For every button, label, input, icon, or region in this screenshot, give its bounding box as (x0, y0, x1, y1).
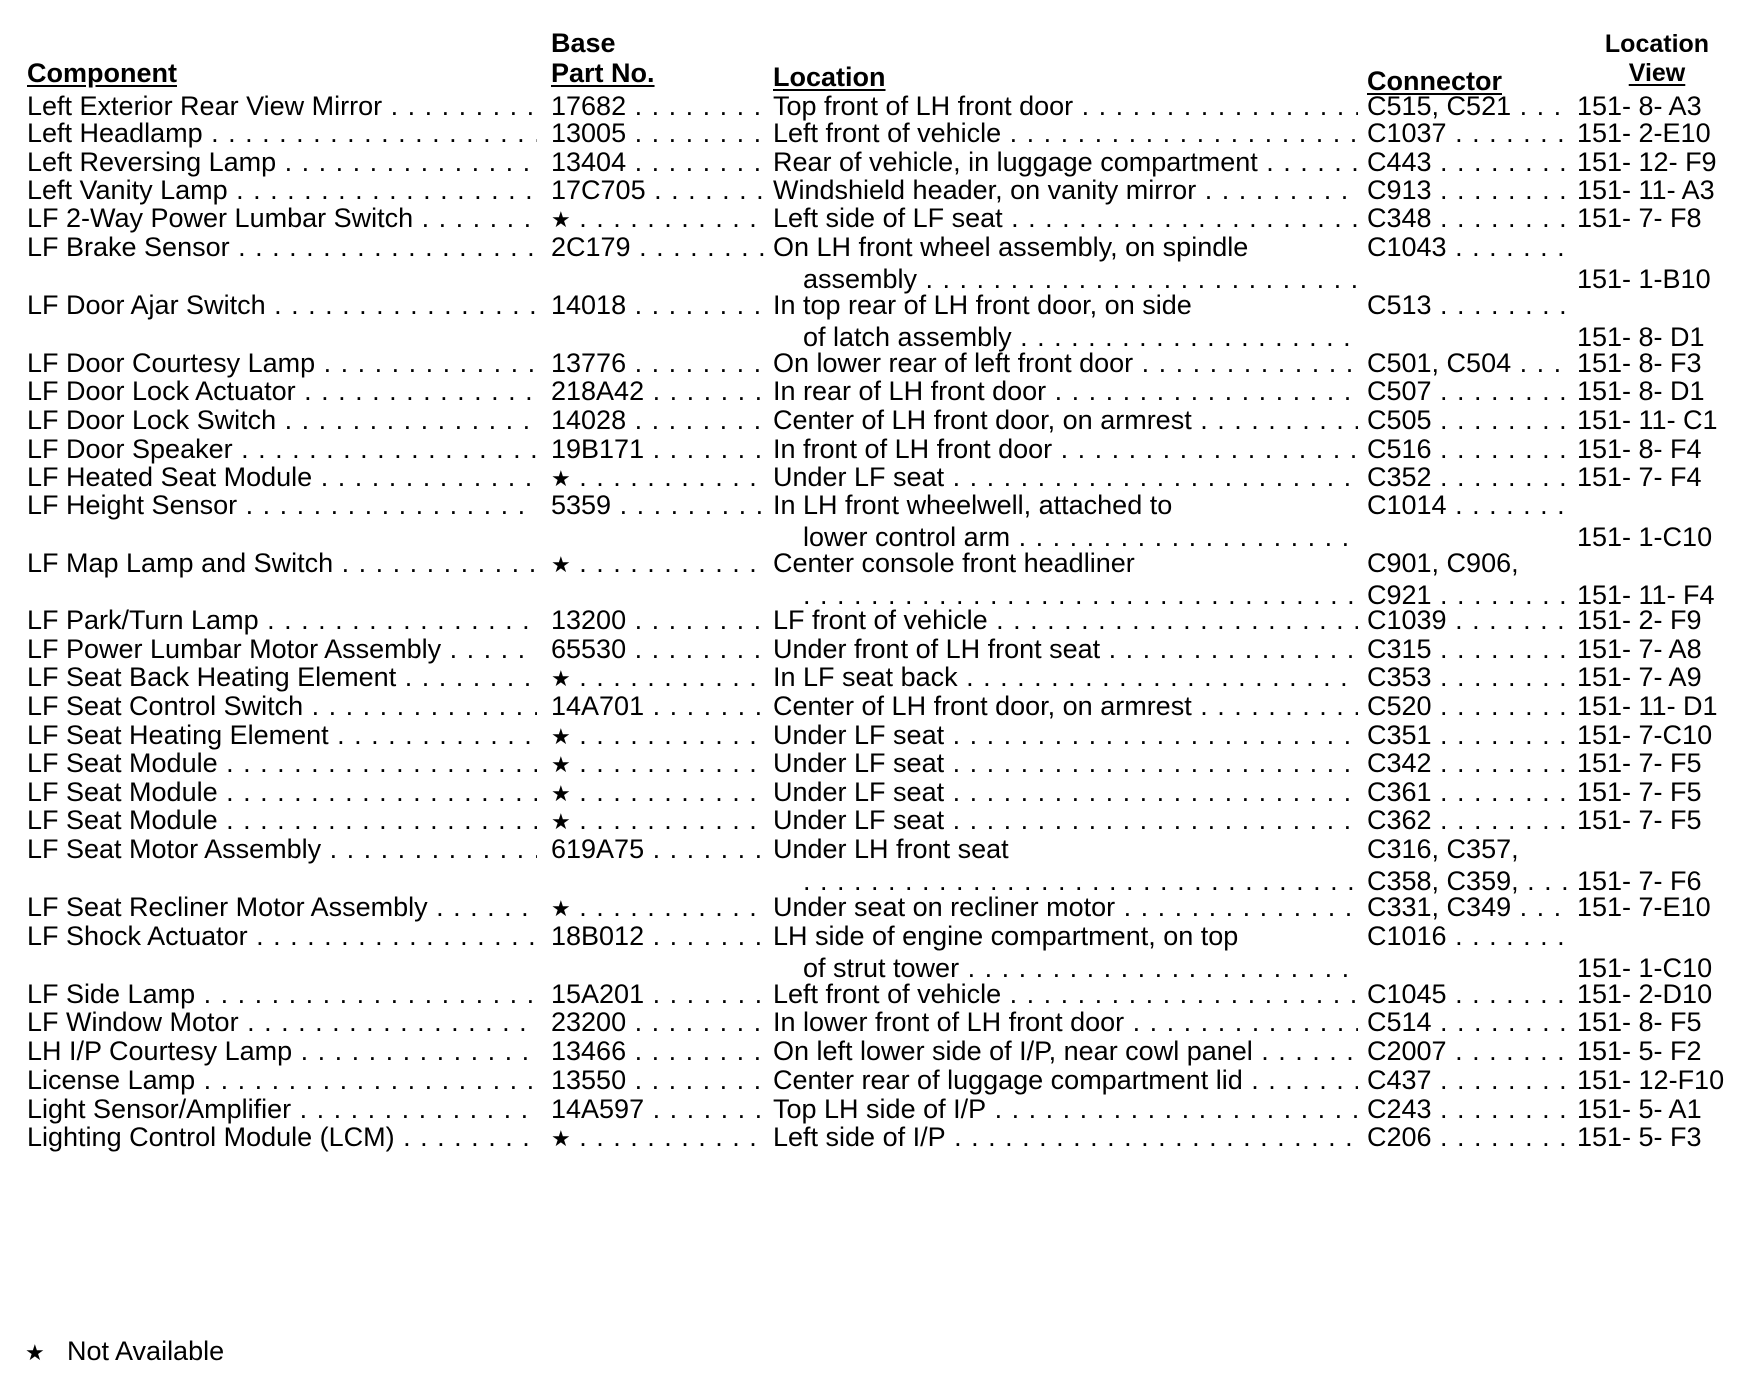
connector-line1: C1037 (1367, 118, 1447, 148)
component-name (27, 661, 537, 693)
location (773, 1035, 1358, 1067)
component-name-text: LF Window Motor (27, 1007, 239, 1037)
component-name-text: LF Door Lock Actuator (27, 376, 296, 406)
location-line1: Rear of vehicle, in luggage compartment (773, 147, 1258, 177)
location-view (1577, 1006, 1742, 1038)
component-name-text: LF Brake Sensor (27, 232, 230, 262)
location-view (1577, 202, 1742, 234)
connector (1367, 833, 1567, 897)
location-view-text: 151- 7- F6 (1577, 866, 1702, 896)
table-row (0, 920, 1756, 984)
location-line1: Top LH side of I/P (773, 1094, 987, 1124)
location-line1: Left front of vehicle (773, 118, 1002, 148)
connector-line1: C437 (1367, 1065, 1432, 1095)
part-no-text: ★ (551, 724, 571, 749)
location-line1: On left lower side of I/P, near cowl panel (773, 1036, 1253, 1066)
location-view (1577, 833, 1742, 897)
part-no-text: ★ (551, 666, 571, 691)
location-view-text: 151- 8- F3 (1577, 348, 1702, 378)
connector (1367, 891, 1567, 923)
part-no-text: 13550 (551, 1065, 627, 1095)
connector (1367, 804, 1567, 836)
component-name-text: LF Seat Module (27, 748, 218, 778)
connector-line1: C516 (1367, 434, 1432, 464)
location-line1: On LH front wheel assembly, on spindle (773, 232, 1249, 262)
part-no-text: 19B171 (551, 434, 645, 464)
part-no-text: 17682 (551, 91, 627, 121)
location-view-text: 151- 5- F3 (1577, 1122, 1702, 1152)
location-view-text: 151- 2- F9 (1577, 605, 1702, 635)
part-no-text: 5359 (551, 490, 612, 520)
location-line1: Windshield header, on vanity mirror (773, 175, 1197, 205)
location-view-text: 151- 8- A3 (1577, 91, 1702, 121)
connector-line2: C1016 (1367, 921, 1447, 951)
connector (1367, 289, 1567, 321)
component-name (27, 1121, 537, 1153)
connector (1367, 404, 1567, 436)
connector-line1: C505 (1367, 405, 1432, 435)
location-view-text: 151- 2-E10 (1577, 118, 1711, 148)
component-name (27, 1064, 537, 1096)
component-name (27, 747, 537, 779)
component-name-text: LF Power Lumbar Motor Assembly (27, 634, 442, 664)
location-line1: Under LF seat (773, 748, 945, 778)
component-name-text: LF Door Speaker (27, 434, 233, 464)
location (773, 547, 1358, 611)
location-view-text: 151- 8- D1 (1577, 376, 1705, 406)
component-name-text: LF Door Courtesy Lamp (27, 348, 316, 378)
component-name-text: LF Seat Heating Element (27, 720, 329, 750)
part-no-text: 14018 (551, 290, 627, 320)
connector (1367, 747, 1567, 779)
location-line1: Center of LH front door, on armrest (773, 691, 1192, 721)
component-name-text: License Lamp (27, 1065, 196, 1095)
connector-line1: C515, C521 (1367, 91, 1512, 121)
connector-line1: C316, C357, (1367, 834, 1519, 864)
connector-line1: C1039 (1367, 605, 1447, 635)
connector (1367, 202, 1567, 234)
base-part-no (551, 547, 765, 581)
component-name (27, 289, 537, 321)
location-view-text: 151- 7- F5 (1577, 748, 1702, 778)
base-part-no (551, 375, 765, 407)
location-view (1577, 1121, 1742, 1153)
location-line1: In front of LH front door (773, 434, 1053, 464)
base-part-no (551, 1064, 765, 1096)
base-part-no (551, 1035, 765, 1067)
location-view-text: 151- 7-E10 (1577, 892, 1711, 922)
connector-line1: C443 (1367, 147, 1432, 177)
connector (1367, 920, 1567, 952)
component-name-text: LF Seat Back Heating Element (27, 662, 397, 692)
part-no-text: 14A597 (551, 1094, 645, 1124)
location-line1: Under LF seat (773, 720, 945, 750)
location-view (1577, 920, 1742, 984)
location-view-text: 151- 1-C10 (1577, 522, 1713, 552)
location-view-text: 151- 1-C10 (1577, 953, 1713, 983)
component-name-text: LF Map Lamp and Switch (27, 548, 334, 578)
part-no-text: 17C705 (551, 175, 646, 205)
table-row (0, 289, 1756, 353)
location-view (1577, 489, 1742, 553)
location-view (1577, 404, 1742, 436)
component-name-text: LF Seat Recliner Motor Assembly (27, 892, 428, 922)
location-line1: In top rear of LH front door, on side (773, 290, 1192, 320)
table-row (0, 489, 1756, 553)
part-no-text: 2C179 (551, 232, 631, 262)
location-line1: Under LF seat (773, 805, 945, 835)
connector (1367, 231, 1567, 263)
location (773, 489, 1358, 553)
location-view-text: 151- 11- F4 (1577, 580, 1715, 610)
location (773, 690, 1358, 722)
component-name-text: Left Vanity Lamp (27, 175, 228, 205)
connector-line1: C331, C349 (1367, 892, 1512, 922)
base-part-no (551, 404, 765, 436)
location-line1: Top front of LH front door (773, 91, 1074, 121)
location (773, 891, 1358, 923)
component-name (27, 1035, 537, 1067)
part-no-text: ★ (551, 809, 571, 834)
component-name-text: LF Park/Turn Lamp (27, 605, 259, 635)
header-component-label: Component (27, 58, 177, 88)
location-view-text: 151- 11- C1 (1577, 405, 1718, 435)
connector-line1: C913 (1367, 175, 1432, 205)
location-view-text: 151- 7- F5 (1577, 805, 1702, 835)
connector (1367, 117, 1567, 149)
location-line2: of latch assembly (803, 322, 1012, 352)
part-no-text: ★ (551, 781, 571, 806)
connector-line1: C342 (1367, 748, 1432, 778)
location-view-text: 151- 7-C10 (1577, 720, 1713, 750)
component-name (27, 202, 537, 234)
part-no-text: ★ (551, 466, 571, 491)
connector-line1: C901, C906, (1367, 548, 1519, 578)
connector (1367, 375, 1567, 407)
location-line1: Under LH front seat (773, 834, 1009, 864)
location-line1: In rear of LH front door (773, 376, 1047, 406)
location-view-text: 151- 12-F10 (1577, 1065, 1725, 1095)
location-line2: of strut tower (803, 953, 960, 983)
component-name-text: LF Side Lamp (27, 979, 196, 1009)
component-name-text: Left Reversing Lamp (27, 147, 277, 177)
location-view-text: 151- 11- A3 (1577, 175, 1715, 205)
part-no-text: 23200 (551, 1007, 627, 1037)
footnote-text: Not Available (67, 1336, 225, 1366)
part-no-text: 13466 (551, 1036, 627, 1066)
location (773, 604, 1358, 636)
base-part-no (551, 289, 765, 321)
connector-line1: C520 (1367, 691, 1432, 721)
component-name (27, 604, 537, 636)
location-view (1577, 547, 1742, 611)
connector-line1: C348 (1367, 203, 1432, 233)
connector-line2: C921 (1367, 580, 1432, 610)
header-location-label: Location (773, 62, 886, 92)
connector (1367, 547, 1567, 611)
base-part-no (551, 920, 765, 952)
table-row (0, 1121, 1756, 1185)
location-view (1577, 661, 1742, 693)
location-view-text: 151- 2-D10 (1577, 979, 1713, 1009)
component-name-text: LF Seat Module (27, 777, 218, 807)
component-name-text: LF Seat Control Switch (27, 691, 304, 721)
connector (1367, 690, 1567, 722)
location-view-text: 151- 1-B10 (1577, 264, 1711, 294)
header-partno-line1: Base (551, 28, 616, 58)
component-name (27, 231, 537, 263)
header-view-line1: Location (1604, 30, 1710, 58)
location-line1: In LH front wheelwell, attached to (773, 490, 1173, 520)
location-line1: Under LF seat (773, 777, 945, 807)
part-no-text: 13200 (551, 605, 627, 635)
connector (1367, 661, 1567, 693)
location-line1: Left side of LF seat (773, 203, 1003, 233)
component-name-text: Left Exterior Rear View Mirror (27, 91, 383, 121)
part-no-text: 14A701 (551, 691, 645, 721)
connector-line1: C514 (1367, 1007, 1432, 1037)
part-no-text: 18B012 (551, 921, 645, 951)
header-connector-label: Connector (1367, 66, 1502, 96)
connector-line1: C353 (1367, 662, 1432, 692)
part-no-text: 13404 (551, 147, 627, 177)
connector-line1: C315 (1367, 634, 1432, 664)
connector (1367, 1064, 1567, 1096)
connector-line2: C513 (1367, 290, 1432, 320)
header-partno-line2: Part No. (551, 58, 655, 88)
part-no-text: ★ (551, 752, 571, 777)
location-view (1577, 604, 1742, 636)
base-part-no (551, 231, 765, 263)
location-view-text: 151- 11- D1 (1577, 691, 1718, 721)
location-view-text: 151- 7- F8 (1577, 203, 1702, 233)
location-view-text: 151- 8- F5 (1577, 1007, 1702, 1037)
location-view-text: 151- 7- F5 (1577, 777, 1702, 807)
star-icon: ★ (25, 1340, 45, 1365)
component-name-text: LF Height Sensor (27, 490, 238, 520)
location-line1: Center of LH front door, on armrest (773, 405, 1192, 435)
part-no-text: ★ (551, 207, 571, 232)
table-row (0, 231, 1756, 295)
location-view (1577, 1064, 1742, 1096)
location-line1: Center rear of luggage compartment lid (773, 1065, 1243, 1095)
base-part-no (551, 117, 765, 149)
component-name (27, 547, 537, 579)
base-part-no (551, 1006, 765, 1038)
location-view (1577, 117, 1742, 149)
part-no-text: ★ (551, 896, 571, 921)
location-view (1577, 804, 1742, 836)
part-no-text: 15A201 (551, 979, 645, 1009)
component-name (27, 690, 537, 722)
base-part-no (551, 690, 765, 722)
location (773, 1064, 1358, 1096)
base-part-no (551, 1121, 765, 1155)
connector (1367, 1121, 1567, 1153)
location-view-text: 151- 5- A1 (1577, 1094, 1702, 1124)
location-line2: assembly (803, 264, 918, 294)
location (773, 231, 1358, 295)
location-view (1577, 891, 1742, 923)
part-no-text: 218A42 (551, 376, 645, 406)
connector-line1: C243 (1367, 1094, 1432, 1124)
component-name (27, 920, 537, 952)
location (773, 1006, 1358, 1038)
connector-line2: C1014 (1367, 490, 1447, 520)
component-name-text: LH I/P Courtesy Lamp (27, 1036, 293, 1066)
location (773, 289, 1358, 353)
part-no-text: 13776 (551, 348, 627, 378)
part-no-text: 14028 (551, 405, 627, 435)
location-line1: Under front of LH front seat (773, 634, 1101, 664)
connector-line1: C1045 (1367, 979, 1447, 1009)
location (773, 661, 1358, 693)
location-line1: LH side of engine compartment, on top (773, 921, 1239, 951)
location-view-text: 151- 12- F9 (1577, 147, 1717, 177)
location (773, 117, 1358, 149)
component-name (27, 117, 537, 149)
connector (1367, 604, 1567, 636)
location-view (1577, 289, 1742, 353)
component-name-text: LF Door Lock Switch (27, 405, 277, 435)
location (773, 404, 1358, 436)
connector-line2: C358, C359, (1367, 866, 1519, 896)
connector (1367, 1006, 1567, 1038)
connector-line1: C2007 (1367, 1036, 1447, 1066)
component-name-text: LF Seat Module (27, 805, 218, 835)
component-name (27, 375, 537, 407)
connector-line1: C351 (1367, 720, 1432, 750)
location-line1: LF front of vehicle (773, 605, 988, 635)
location-view-text: 151- 8- D1 (1577, 322, 1705, 352)
location-view (1577, 375, 1742, 407)
location-view (1577, 231, 1742, 295)
location-line1: Under seat on recliner motor (773, 892, 1116, 922)
location-view-text: 151- 8- F4 (1577, 434, 1702, 464)
location-line1: Under LF seat (773, 462, 945, 492)
location (773, 747, 1358, 779)
table-row (0, 833, 1756, 897)
component-name-text: LF Shock Actuator (27, 921, 248, 951)
location (773, 920, 1358, 984)
connector-line1: C206 (1367, 1122, 1432, 1152)
connector (1367, 489, 1567, 521)
connector-line1: C361 (1367, 777, 1432, 807)
part-no-text: ★ (551, 1126, 571, 1151)
location (773, 375, 1358, 407)
location-view-text: 151- 7- A9 (1577, 662, 1702, 692)
location-view-text: 151- 7- A8 (1577, 634, 1702, 664)
location-line1: Center console front headliner (773, 548, 1135, 578)
location-line1: In LF seat back (773, 662, 958, 692)
component-name (27, 804, 537, 836)
part-no-text: 619A75 (551, 834, 645, 864)
component-name-text: Light Sensor/Amplifier (27, 1094, 292, 1124)
base-part-no (551, 833, 765, 865)
location-line2: lower control arm (803, 522, 1011, 552)
location-line1: In lower front of LH front door (773, 1007, 1125, 1037)
header-view-line2: View (1628, 59, 1686, 87)
location-view (1577, 690, 1742, 722)
location (773, 1121, 1358, 1153)
location-line1: On lower rear of left front door (773, 348, 1134, 378)
location-view (1577, 1035, 1742, 1067)
location (773, 202, 1358, 234)
base-part-no (551, 604, 765, 636)
component-name-text: LF Door Ajar Switch (27, 290, 266, 320)
location (773, 833, 1358, 897)
component-name (27, 489, 537, 521)
component-name-text: LF 2-Way Power Lumbar Switch (27, 203, 414, 233)
location-view-text: 151- 5- F2 (1577, 1036, 1702, 1066)
base-part-no (551, 489, 765, 521)
component-name-text: LF Heated Seat Module (27, 462, 313, 492)
component-name-text: Lighting Control Module (LCM) (27, 1122, 395, 1152)
location (773, 804, 1358, 836)
connector-line1: C501, C504 (1367, 348, 1512, 378)
connector-line2: C1043 (1367, 232, 1447, 262)
connector-line1: C507 (1367, 376, 1432, 406)
component-name (27, 833, 537, 865)
location-view (1577, 747, 1742, 779)
connector-line1: C352 (1367, 462, 1432, 492)
location-line1: Left front of vehicle (773, 979, 1002, 1009)
location-line1: Left side of I/P (773, 1122, 946, 1152)
location-view-text: 151- 7- F4 (1577, 462, 1702, 492)
connector (1367, 1035, 1567, 1067)
table-row (0, 547, 1756, 611)
part-no-text: ★ (551, 552, 571, 577)
component-name (27, 404, 537, 436)
component-name (27, 1006, 537, 1038)
part-no-text: 13005 (551, 118, 627, 148)
connector-line1: C362 (1367, 805, 1432, 835)
footnote (25, 1335, 224, 1369)
component-name-text: LF Seat Motor Assembly (27, 834, 322, 864)
component-name (27, 891, 537, 923)
part-no-text: 65530 (551, 634, 627, 664)
component-name-text: Left Headlamp (27, 118, 203, 148)
